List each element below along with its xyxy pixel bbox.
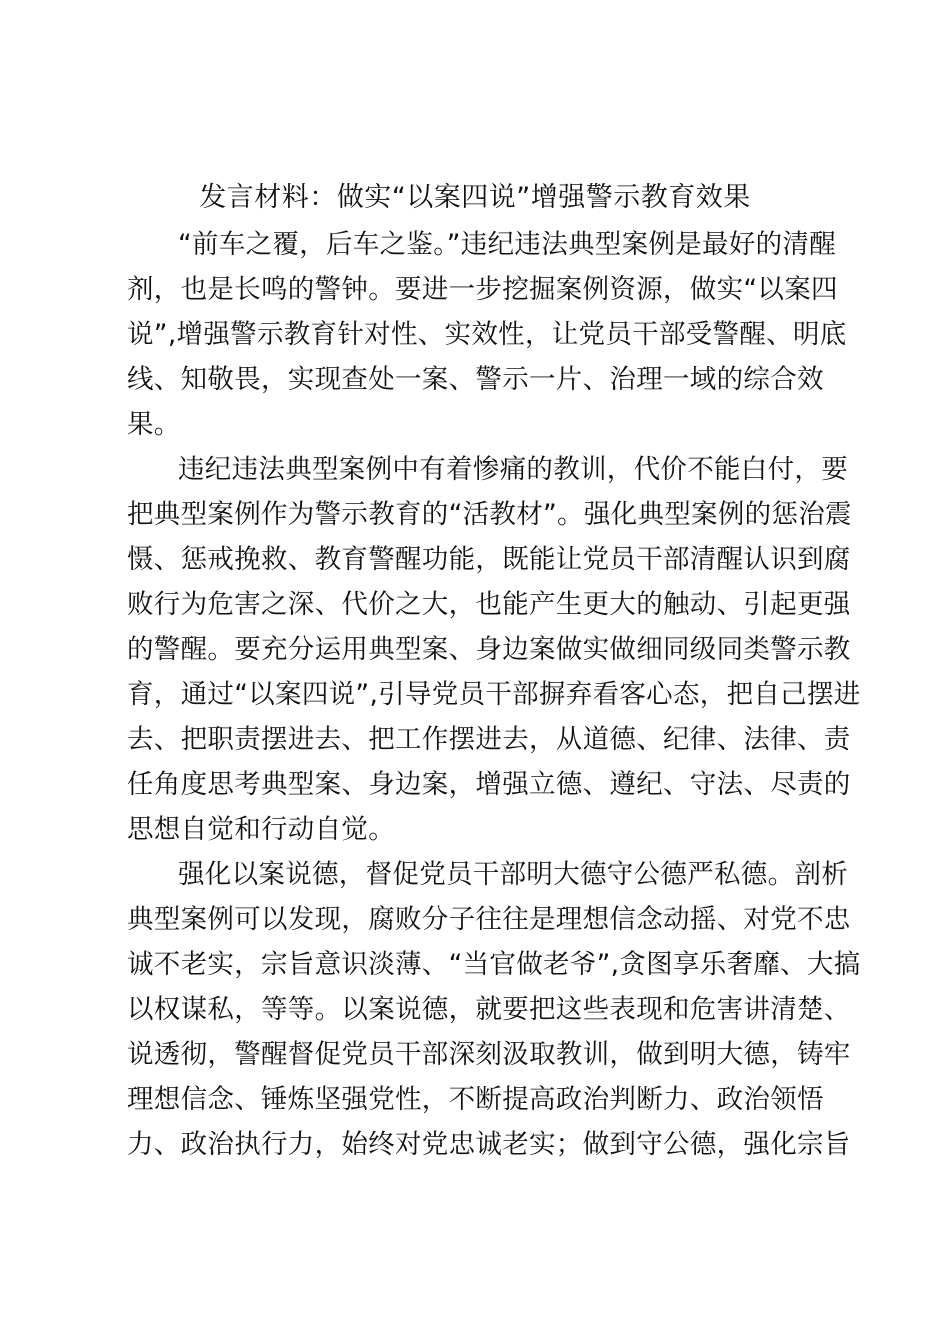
paragraph-line: 的警醒。要充分运用典型案、身边案做实做细同级同类警示教	[127, 634, 851, 665]
paragraph-line: 理想信念、锤炼坚强党性，不断提高政治判断力、政治领悟	[127, 1084, 824, 1115]
paragraph-line: 线、知敬畏，实现查处一案、警示一片、治理一域的综合效	[127, 364, 824, 395]
paragraph-line: 强化以案说德，督促党员干部明大德守公德严私德。剖析	[178, 859, 848, 890]
paragraph-line: 把典型案例作为警示教育的“活教材”。强化典型案例的惩治震	[127, 499, 852, 530]
paragraph-line: 思想自觉和行动自觉。	[127, 814, 395, 845]
paragraph-line: 说透彻，警醒督促党员干部深刻汲取教训，做到明大德，铸牢	[127, 1039, 851, 1070]
paragraph-line: 育，通过“以案四说”,引导党员干部摒弃看客心态，把自己摆进	[127, 679, 861, 710]
paragraph-line: 典型案例可以发现，腐败分子往往是理想信念动摇、对党不忠	[127, 904, 851, 935]
paragraph-line: 剂，也是长鸣的警钟。要进一步挖掘案例资源，做实“以案四	[127, 274, 838, 305]
paragraph-line: 败行为危害之深、代价之大，也能产生更大的触动、引起更强	[127, 589, 851, 620]
paragraph-line: 果。	[127, 409, 181, 440]
paragraph-line: 违纪违法典型案例中有着惨痛的教训，代价不能白付，要	[178, 454, 848, 485]
document-title: 发言材料：做实“以案四说”增强警示教育效果	[199, 182, 751, 213]
paragraph-line: 去、把职责摆进去、把工作摆进去，从道德、纪律、法律、责	[127, 724, 851, 755]
paragraph-line: 任角度思考典型案、身边案，增强立德、遵纪、守法、尽责的	[127, 769, 851, 800]
paragraph-line: 说”,增强警示教育针对性、实效性，让党员干部受警醒、明底	[127, 319, 847, 350]
paragraph-line: 诚不老实，宗旨意识淡薄、“当官做老爷”,贪图享乐奢靡、大搞	[127, 949, 861, 980]
paragraph-line: “前车之覆，后车之鉴。”违纪违法典型案例是最好的清醒	[178, 229, 837, 260]
paragraph-line: 慑、惩戒挽救、教育警醒功能，既能让党员干部清醒认识到腐	[127, 544, 851, 575]
paragraph-line: 以权谋私，等等。以案说德，就要把这些表现和危害讲清楚、	[127, 994, 851, 1025]
paragraph-line: 力、政治执行力，始终对党忠诚老实；做到守公德，强化宗旨	[127, 1129, 851, 1160]
